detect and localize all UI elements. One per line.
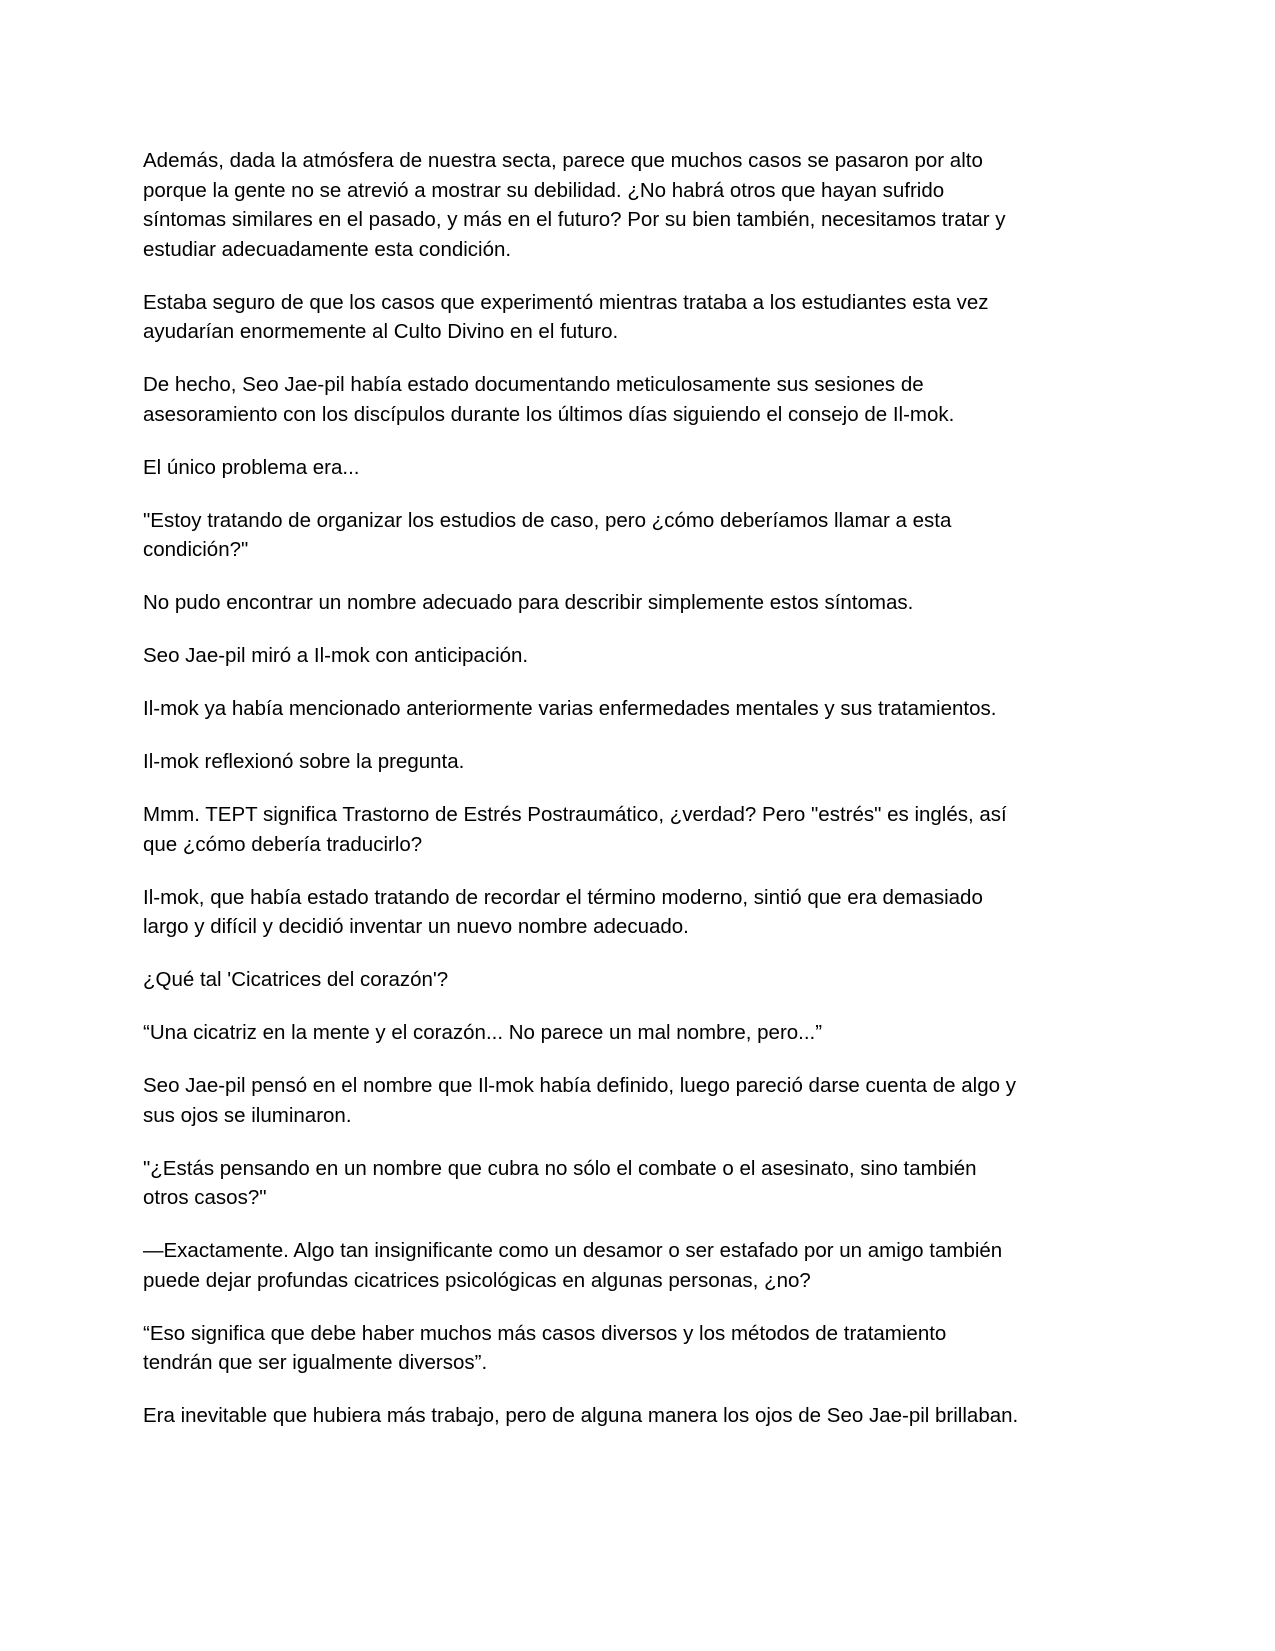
paragraph: No pudo encontrar un nombre adecuado para describir simplemente estos síntomas. — [143, 591, 914, 614]
paragraph: Seo Jae-pil pensó en el nombre que Il-mok había definido, luego pareció darse cuenta de algo y sus ojos se iluminaron. — [143, 1074, 1016, 1127]
paragraph: Era inevitable que hubiera más trabajo, pero de alguna manera los ojos de Seo Jae-pil brillaban. — [143, 1404, 1019, 1427]
paragraph: El único problema era... — [143, 455, 360, 479]
paragraph: "Estoy tratando de organizar los estudios de caso, pero ¿cómo deberíamos llamar a esta condición?" — [143, 508, 952, 561]
paragraph: “Eso significa que debe haber muchos más casos diversos y los métodos de tratamiento tendrán que ser igualmente diversos”. — [143, 1321, 947, 1374]
paragraph: Il-mok reflexionó sobre la pregunta. — [143, 750, 465, 773]
paragraph: Estaba seguro de que los casos que experimentó mientras trataba a los estudiantes esta vez ayudarían enormemente al Culto Divino en el futuro. — [143, 290, 989, 343]
paragraph: Seo Jae-pil miró a Il-mok con anticipación. — [143, 644, 529, 667]
paragraph: Il-mok, que había estado tratando de recordar el término moderno, sintió que era demasiado largo y difícil y decidió inventar un nuevo nombre adecuado. — [143, 885, 983, 938]
paragraph: Además, dada la atmósfera de nuestra secta, parece que muchos casos se pasaron por alto porque la gente no se atrevió a mostrar su debilidad. ¿No habrá otros que hayan sufrido síntomas similares en el pasado, y más en el futuro? Por su bien también, necesitamos tratar y estudiar adecuadamente esta condición. — [143, 149, 1006, 261]
paragraph: ¿Qué tal 'Cicatrices del corazón'? — [143, 968, 449, 991]
paragraph: Mmm. TEPT significa Trastorno de Estrés Postraumático, ¿verdad? Pero "estrés" es inglés, así que ¿cómo debería traducirlo? — [143, 803, 1007, 856]
paragraph: Il-mok ya había mencionado anteriormente varias enfermedades mentales y sus tratamientos. — [143, 697, 997, 720]
document-page — [143, 146, 1078, 1454]
paragraph: “Una cicatriz en la mente y el corazón... No parece un mal nombre, pero...” — [143, 1021, 823, 1044]
paragraph: De hecho, Seo Jae-pil había estado documentando meticulosamente sus sesiones de asesoramiento con los discípulos durante los últimos días siguiendo el consejo de Il-mok. — [143, 373, 955, 426]
paragraph: "¿Estás pensando en un nombre que cubra no sólo el combate o el asesinato, sino también otros casos?" — [143, 1156, 977, 1209]
paragraph: —Exactamente. Algo tan insignificante como un desamor o ser estafado por un amigo también puede dejar profundas cicatrices psicológicas en algunas personas, ¿no? — [143, 1239, 1003, 1292]
